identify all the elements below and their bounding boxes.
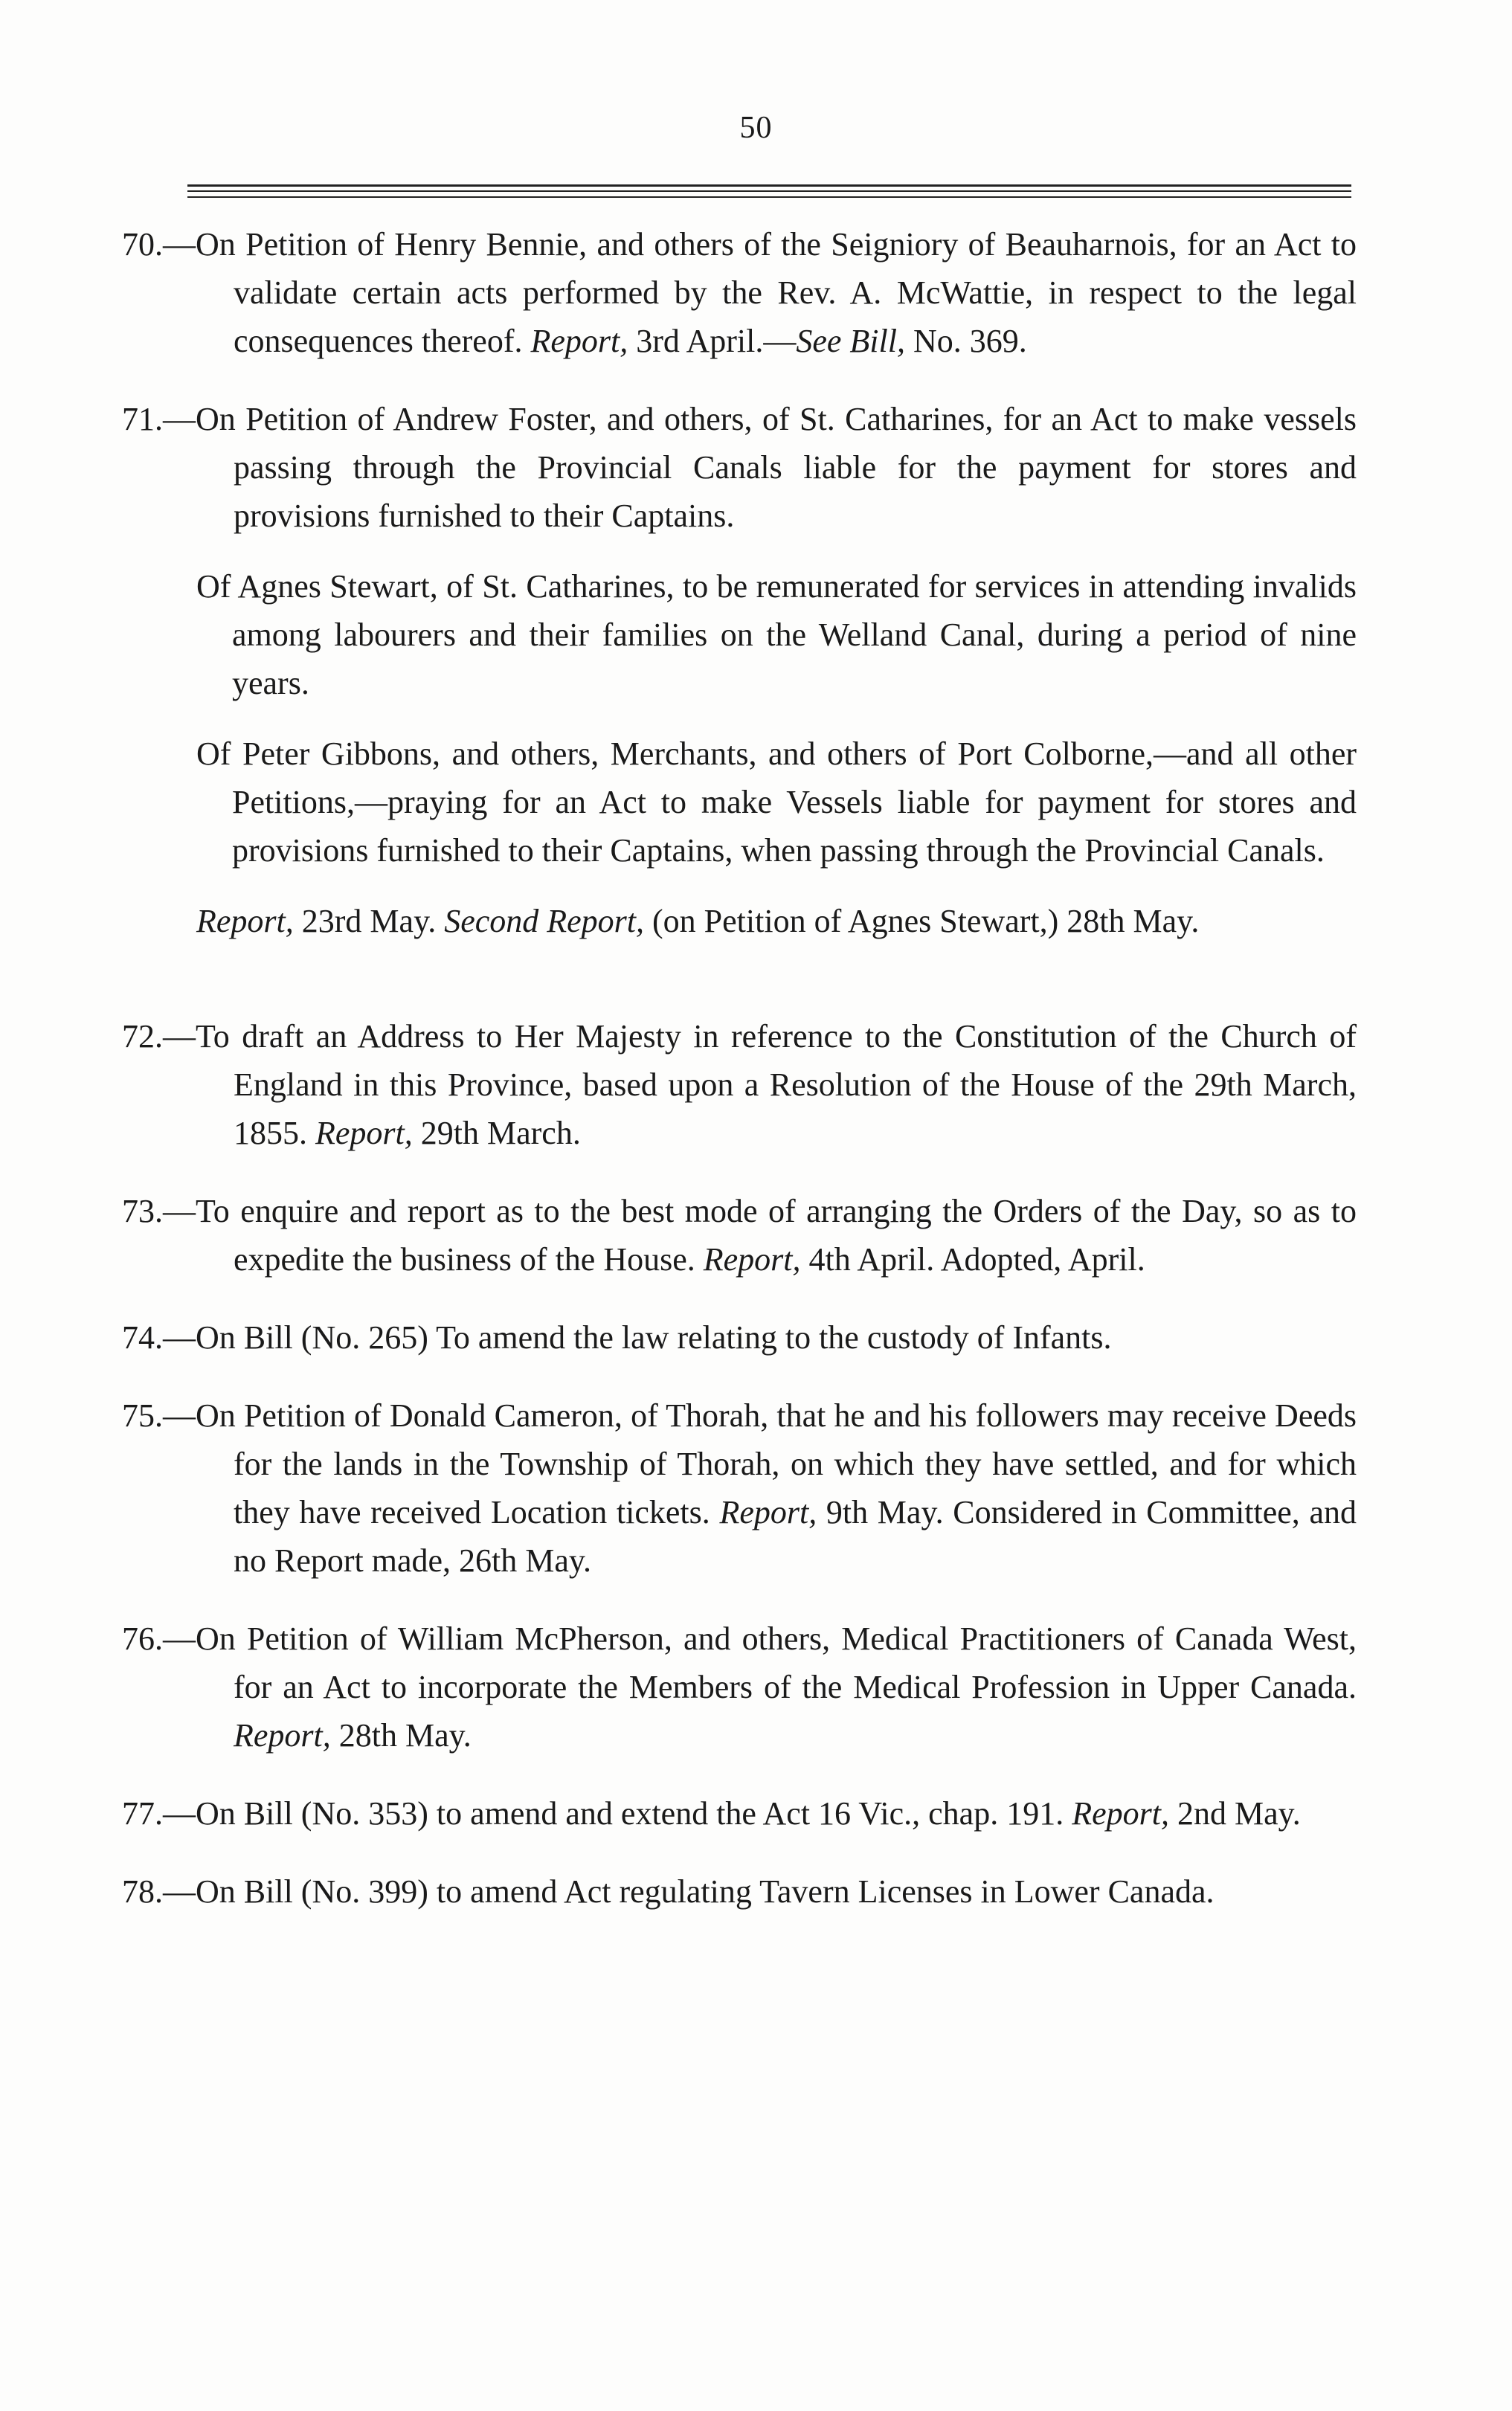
header-rule (187, 196, 1351, 198)
entry-73 (122, 1187, 1357, 1284)
report-label: Report, (234, 1717, 331, 1754)
entry-72 (122, 1012, 1357, 1157)
entry-number: 73. (122, 1193, 163, 1229)
entry-text: —On Bill (No. 399) to amend Act regulating Tavern Licenses in Lower Canada. (163, 1873, 1215, 1910)
entry-number: 72. (122, 1018, 163, 1055)
entry-71-sub-peter-gibbons: Of Peter Gibbons, and others, Merchants, and others of Port Colborne,—and all other Petitions,—praying for an Act to make Vessels liable for payment for stores and provisions furnished to their Captains, when passing through the Provincial Canals. (196, 735, 1357, 869)
entry-number: 70. (122, 226, 163, 263)
second-report-label: Second Report, (444, 903, 645, 939)
entry-71-report (122, 897, 1357, 945)
report-label: Report, (1072, 1795, 1169, 1832)
report-label: Report, (315, 1115, 413, 1151)
report-label: Report, (703, 1241, 801, 1278)
entry-text: —On Petition of Donald Cameron, of Thorah, that he and his followers may receive Deeds for the lands in the Township of Thorah, on which they have settled, and for which they have received Location tickets. (163, 1397, 1357, 1530)
report-label: Report, (719, 1494, 817, 1530)
entry-number: 74. (122, 1319, 163, 1356)
entry-text: —To draft an Address to Her Majesty in reference to the Constitution of the Church of England in this Province, based upon a Resolution of the House of the 29th March, 1855. (163, 1018, 1357, 1151)
entry-number: 78. (122, 1873, 163, 1910)
report-label: Report, (530, 323, 628, 359)
entry-74 (122, 1313, 1357, 1362)
committee-entries (122, 220, 1357, 1916)
entry-text: —On Petition of William McPherson, and others, Medical Practitioners of Canada West, for an Act to incorporate the Members of the Medical Profession in Upper Canada. (163, 1620, 1357, 1705)
entry-77 (122, 1789, 1357, 1838)
entry-text: —On Bill (No. 265) To amend the law relating to the custody of Infants. (163, 1319, 1112, 1356)
report-date: 28th May. (338, 1717, 472, 1754)
entry-76 (122, 1615, 1357, 1760)
report-date: 4th April. Adopted, April. (808, 1241, 1145, 1278)
page-number: 50 (739, 111, 773, 145)
report-date: 2nd May. (1177, 1795, 1301, 1832)
entry-number: 71. (122, 401, 163, 437)
report-date: 29th March. (420, 1115, 581, 1151)
entry-75 (122, 1391, 1357, 1585)
entry-78 (122, 1867, 1357, 1916)
entry-71 (122, 395, 1357, 540)
entry-number: 76. (122, 1620, 163, 1657)
report-date: 3rd April.— (636, 323, 797, 359)
report-label: Report, (196, 903, 294, 939)
entry-text: —On Petition of Andrew Foster, and others, of St. Catharines, for an Act to make vessels passing through the Provincial Canals liable for the payment for stores and provisions furnished to their Captains. (163, 401, 1357, 534)
header-rule (187, 184, 1351, 187)
report-date: 9th May. Considered in Committee, and no Report made, 26th May. (234, 1494, 1357, 1579)
entry-70 (122, 220, 1357, 365)
second-report-text: (on Petition of Agnes Stewart,) 28th May. (652, 903, 1200, 939)
entry-number: 75. (122, 1397, 163, 1434)
header-rule (187, 190, 1351, 192)
entry-number: 77. (122, 1795, 163, 1832)
entry-text: —To enquire and report as to the best mode of arranging the Orders of the Day, so as to expedite the business of the House. (163, 1193, 1357, 1278)
see-bill-label: See Bill, (796, 323, 905, 359)
see-bill-ref: No. 369. (913, 323, 1027, 359)
entry-71-sub-agnes-stewart: Of Agnes Stewart, of St. Catharines, to be remunerated for services in attending invalids among labourers and their families on the Welland Canal, during a period of nine years. (196, 568, 1357, 701)
entry-text: —On Bill (No. 353) to amend and extend the Act 16 Vic., chap. 191. (163, 1795, 1064, 1832)
entry-text: —On Petition of Henry Bennie, and others of the Seigniory of Beauharnois, for an Act to validate certain acts performed by the Rev. A. McWattie, in respect to the legal consequences thereof. (163, 226, 1357, 359)
report-date: 23rd May. (301, 903, 437, 939)
